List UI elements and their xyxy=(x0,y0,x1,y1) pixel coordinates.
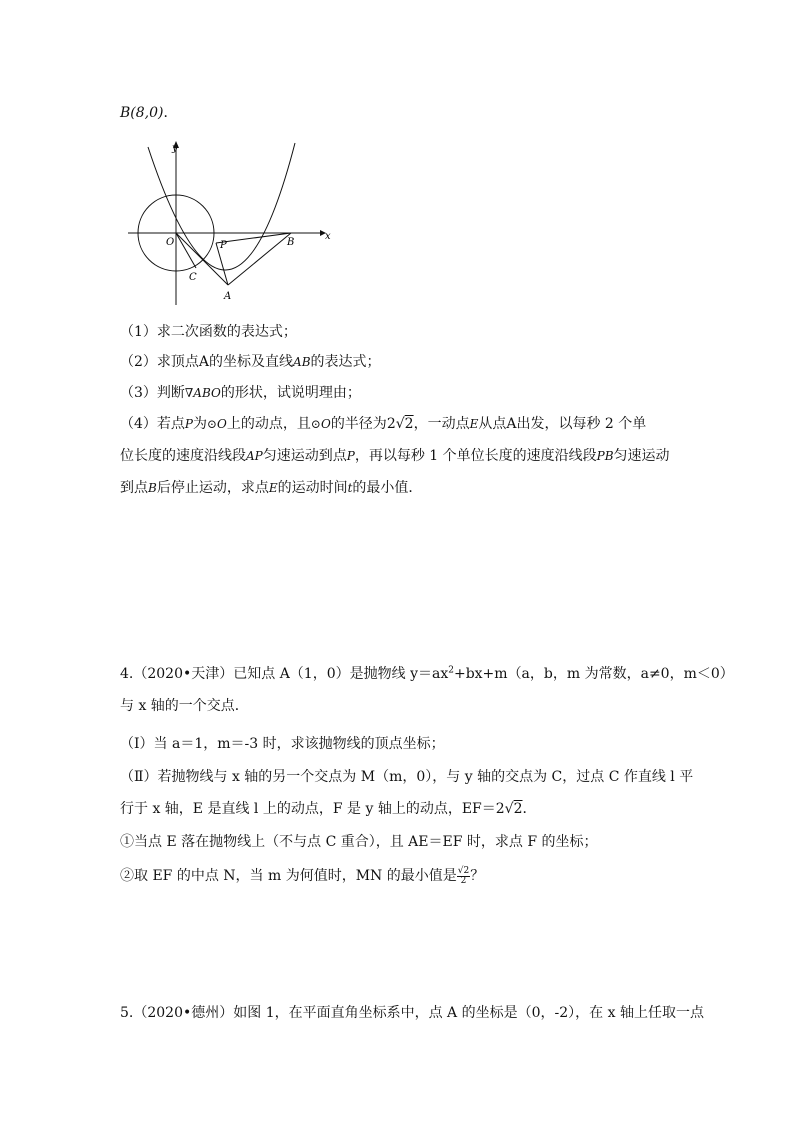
q4-part2-line1: （Ⅱ）若抛物线与 x 轴的另一个交点为 M（m，0），与 y 轴的交点为 C，过点 C 作直线 l 平 xyxy=(120,769,694,785)
q4-line2: 与 x 轴的一个交点． xyxy=(120,698,249,714)
q3-item4-line3: 到点B后停止运动，求点E的运动时间t的最小值． xyxy=(120,480,423,496)
q4-subq1: ①当点 E 落在抛物线上（不与点 C 重合），且 AE＝EF 时，求点 F 的坐标； xyxy=(120,834,598,850)
point-b-coord: B(8,0) xyxy=(120,105,164,121)
q3-item3: （3）判断∇ABO的形状，试说明理由； xyxy=(120,385,361,401)
q4-part2-line2: 行于 x 轴，E 是直线 l 上的动点，F 是 y 轴上的动点，EF＝2√2． xyxy=(120,801,537,817)
fraction-sqrt2-over-2: $\frac{√2}{2}$ xyxy=(457,865,470,886)
segment-pb xyxy=(216,233,291,243)
label-x: x xyxy=(325,231,331,242)
q3-item4-line1: （4）若点P为⊙O上的动点，且⊙O的半径为2√2，一动点E从点A出发，以每秒 2 个单 xyxy=(120,416,647,432)
q5-line1: 5.（2020•德州）如图 1，在平面直角坐标系中，点 A 的坐标是（0，-2），在 x 轴上任取一点 xyxy=(120,1005,704,1021)
top-point-line: B(8,0)． xyxy=(120,105,178,121)
label-a: A xyxy=(224,291,232,302)
label-p: P xyxy=(220,240,227,251)
q4-line1: 4.（2020•天津）已知点 A（1，0）是抛物线 $y=ax^2+bx+m(a$，b，m 为常数，a≠0，m＜0） xyxy=(120,665,734,682)
label-o: O xyxy=(166,237,175,248)
q4-subq2: ②取 EF 的中点 N，当 m 为何值时，MN 的最小值是 $\frac{√2}{2}$ ？ xyxy=(120,865,485,886)
label-c: C xyxy=(189,272,197,283)
q3-item1: （1）求二次函数的表达式； xyxy=(120,324,297,340)
q3-item2: （2）求顶点A的坐标及直线AB的表达式； xyxy=(120,354,381,370)
q4-part1: （Ⅰ）当 a＝1，m＝-3 时，求该抛物线的顶点坐标； xyxy=(120,736,445,752)
label-y: y xyxy=(172,143,178,154)
parabola-circle-figure xyxy=(120,135,340,310)
label-b: B xyxy=(287,237,295,248)
q3-item4-line2: 位长度的速度沿线段AP匀速运动到点P，再以每秒 1 个单位长度的速度沿线段PB匀速运动 xyxy=(120,448,670,464)
